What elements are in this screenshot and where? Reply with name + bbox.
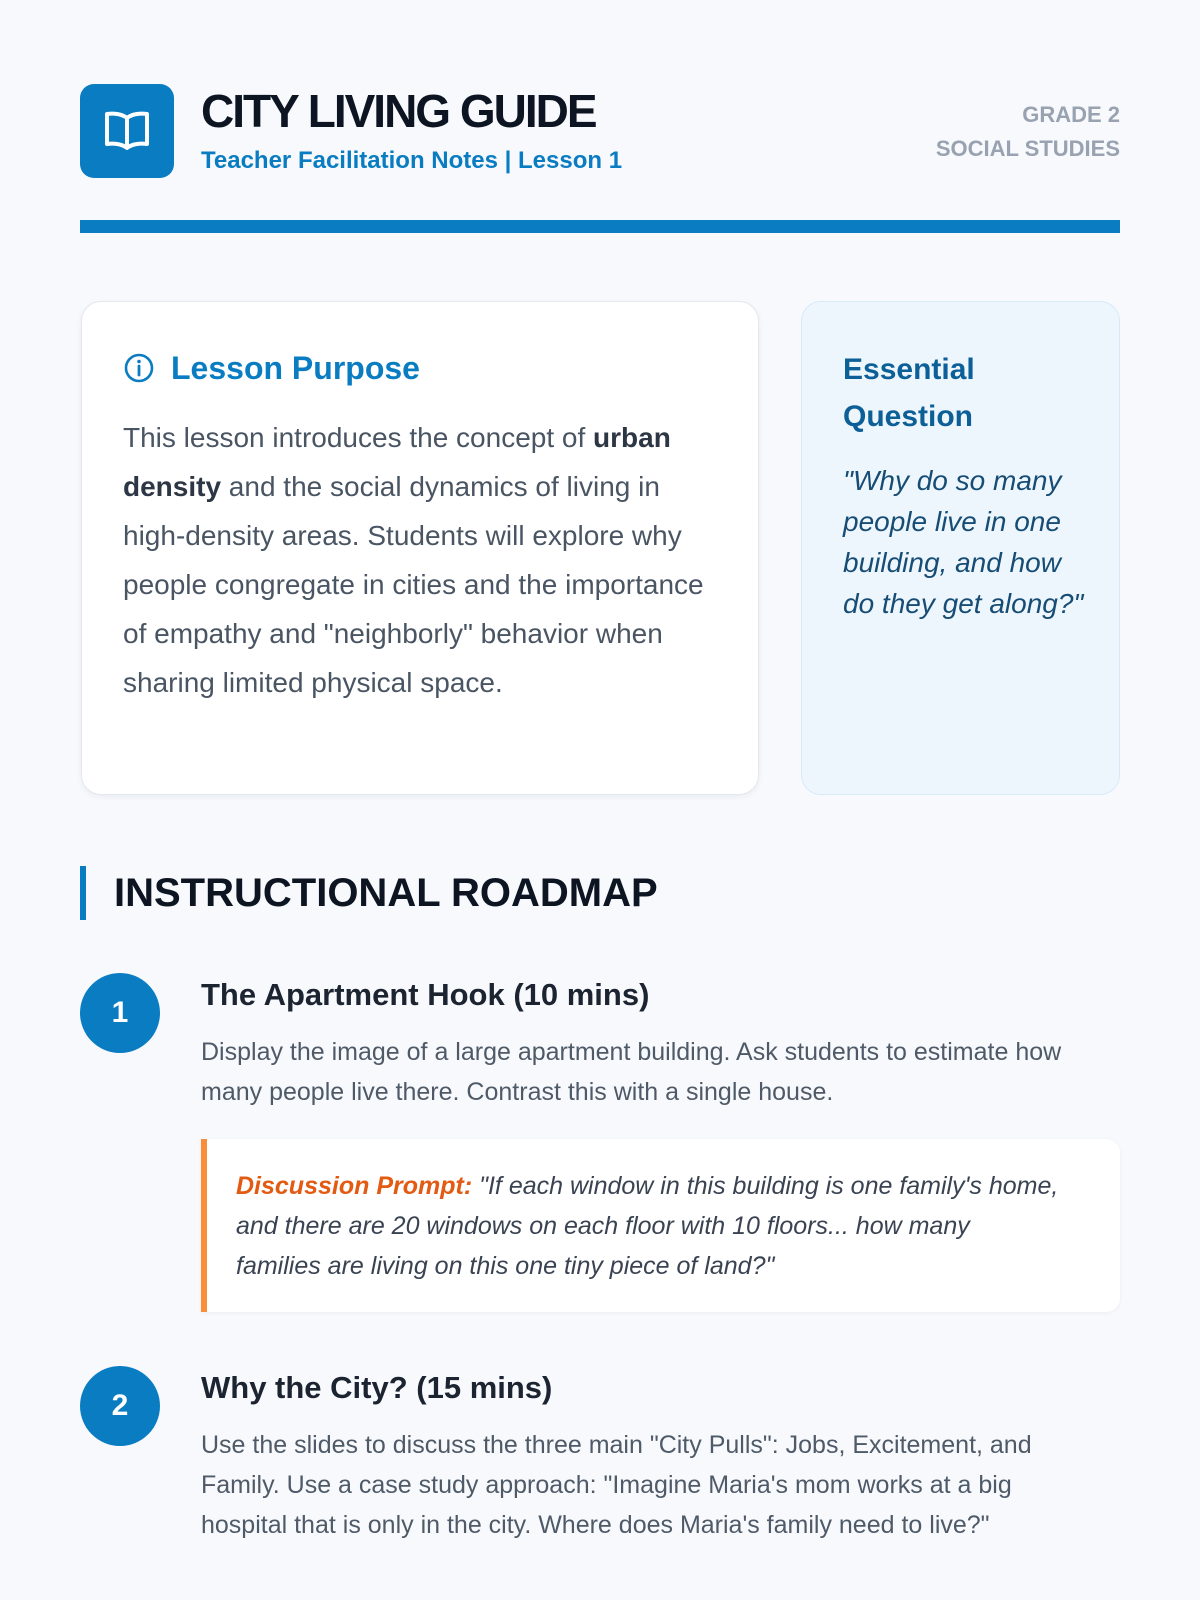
- discussion-prompt-label: Discussion Prompt:: [236, 1172, 473, 1200]
- step-title: Why the City? (15 mins): [201, 1370, 553, 1405]
- lesson-purpose-card: [81, 301, 759, 795]
- lesson-purpose-text: [123, 413, 718, 707]
- essential-question-quote: "Why do so many people live in one building, and how do they get along?": [843, 465, 1084, 619]
- step-number-badge: 2: [80, 1366, 160, 1446]
- grade-level: GRADE 2: [1022, 102, 1120, 127]
- header-divider: [80, 220, 1120, 233]
- discussion-prompt-box: [201, 1139, 1120, 1312]
- lesson-purpose-title: Lesson Purpose: [171, 350, 420, 386]
- purpose-key-term: urban density: [123, 422, 671, 502]
- purpose-text-part: and the social dynamics of living in high-density areas. Students will explore why people congregate in cities and the importance of empathy and "neighborly" behavior when sharing limited physical space.: [123, 471, 704, 698]
- page-title: CITY LIVING GUIDE: [201, 85, 596, 137]
- essential-question-card: [801, 301, 1120, 795]
- step-description: Use the slides to discuss the three main "City Pulls": Jobs, Excitement, and Family. Use a case study approach: "Imagine Maria's mom works at a big hospital that is only in the city. Where does Maria's family need to live?": [201, 1431, 1032, 1539]
- info-circle-icon: [123, 352, 155, 384]
- subject-label: SOCIAL STUDIES: [935, 136, 1120, 161]
- logo-badge: [80, 84, 174, 178]
- essential-question-title: Essential Question: [843, 353, 975, 433]
- roadmap-heading: INSTRUCTIONAL ROADMAP: [114, 871, 658, 915]
- page-header: [80, 84, 1120, 178]
- step-description: Display the image of a large apartment building. Ask students to estimate how many people live there. Contrast this with a single house.: [201, 1038, 1062, 1106]
- page-subtitle: Teacher Facilitation Notes | Lesson 1: [201, 147, 623, 174]
- step-number-badge: 1: [80, 973, 160, 1053]
- open-book-icon: [102, 108, 152, 154]
- purpose-text-part: This lesson introduces the concept of: [123, 422, 594, 453]
- section-accent-bar: [80, 866, 86, 920]
- discussion-prompt-text: "If each window in this building is one family's home, and there are 20 windows on each floor with 10 floors... how many families are living on this one tiny piece of land?": [236, 1172, 1059, 1280]
- grade-label: [936, 98, 1120, 166]
- step-title: The Apartment Hook (10 mins): [201, 977, 650, 1012]
